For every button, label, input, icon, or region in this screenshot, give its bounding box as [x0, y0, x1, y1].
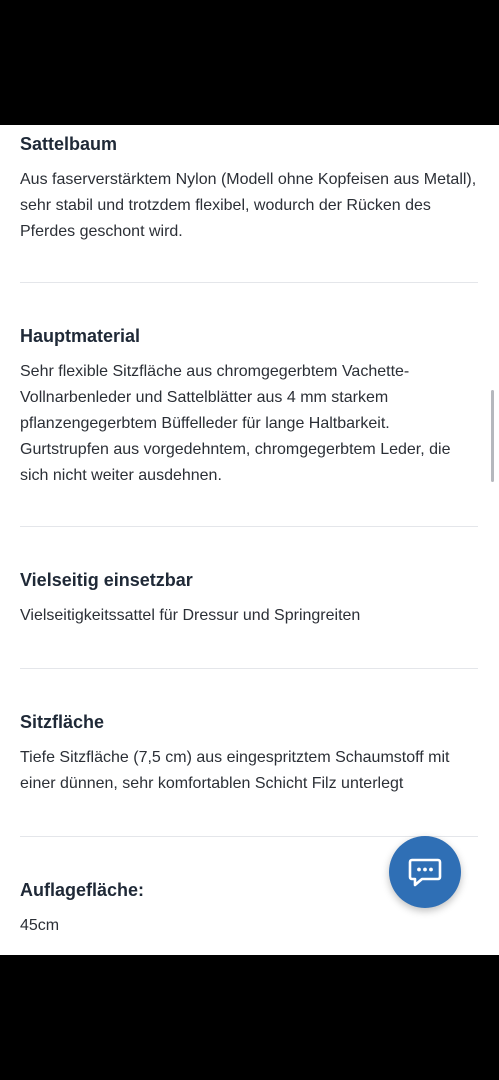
chat-button[interactable] [389, 836, 461, 908]
bottom-black-bar [0, 955, 499, 1080]
section-divider [20, 282, 478, 283]
section-divider [20, 526, 478, 527]
section-divider [20, 668, 478, 669]
section-vielseitig [20, 569, 480, 629]
section-sitzflaeche [20, 711, 480, 797]
chat-bubble-icon [407, 855, 443, 889]
section-title: Vielseitig einsetzbar [20, 570, 193, 590]
section-hauptmaterial [20, 325, 480, 489]
section-title: Sitzfläche [20, 712, 105, 732]
scrollbar-thumb[interactable] [491, 390, 494, 482]
section-text: Tiefe Sitzfläche (7,5 cm) aus eingespritztem Schaumstoff mit einer dünnen, sehr komfortablen Schicht Filz unterlegt [20, 749, 450, 792]
section-text: Sehr flexible Sitzfläche aus chromgegerbtem Vachette-Vollnarbenleder und Sattelblätter aus 4 mm starkem pflanzengegerbtem Büffelleder für lange Haltbarkeit. Gurtstrupfen aus vorgedehntem, chromgegerbtem Leder, die sich nicht weiter ausdehnen. [20, 363, 451, 484]
section-text: Vielseitigkeitssattel für Dressur und Springreiten [20, 607, 361, 624]
section-title: Sattelbaum [20, 134, 118, 154]
section-title: Auflagefläche: [20, 880, 145, 900]
section-title: Hauptmaterial [20, 326, 141, 346]
top-black-bar [0, 0, 499, 125]
product-details-panel [0, 125, 499, 955]
section-text: Aus faserverstärktem Nylon (Modell ohne Kopfeisen aus Metall), sehr stabil und trotzdem flexibel, wodurch der Rücken des Pferdes geschont wird. [20, 171, 477, 240]
section-divider [20, 836, 478, 837]
section-text: 45cm [20, 917, 60, 934]
section-sattelbaum [20, 133, 480, 245]
